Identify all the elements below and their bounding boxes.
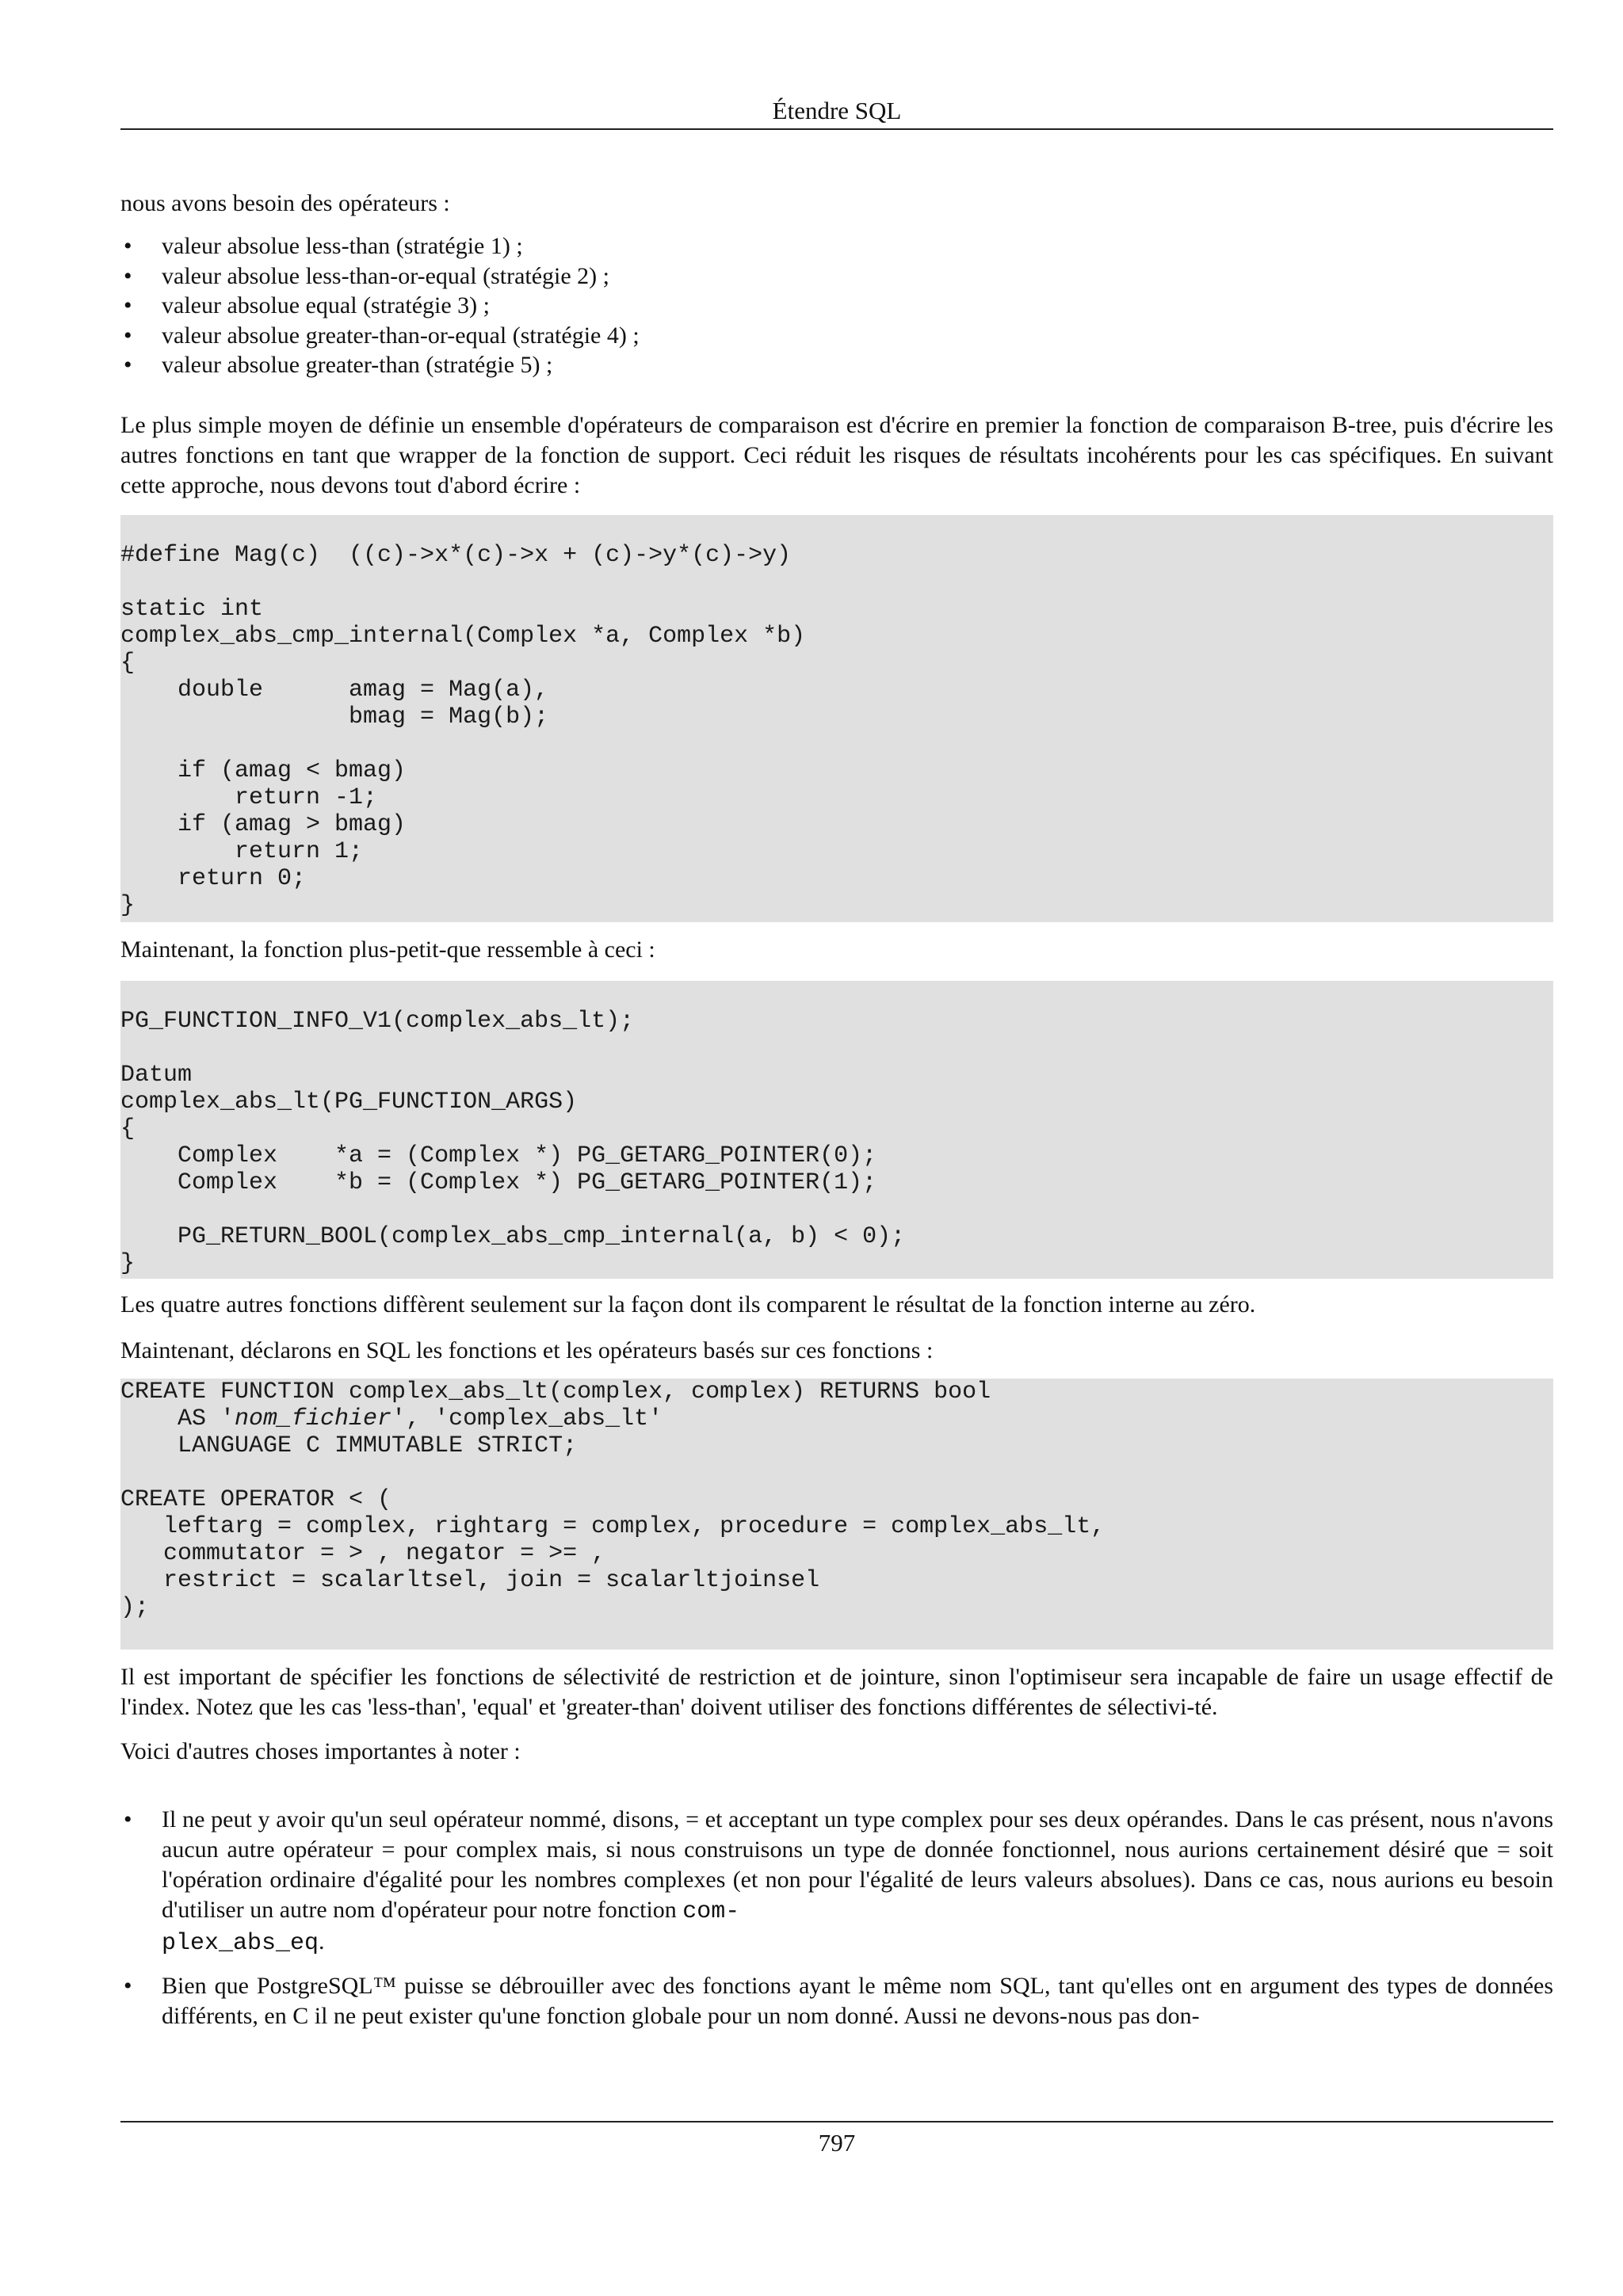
bullet-icon: • (124, 1806, 132, 1833)
note-item (120, 1971, 1553, 2031)
list-item (120, 291, 1553, 321)
list-item (120, 350, 1553, 380)
notes-list (120, 1805, 1553, 2031)
selectivity-paragraph: Il est important de spécifier les fonctions de sélectivité de restriction et de jointure, sinon l'optimiseur sera incapable de faire un usage effectif de l'index. Notez que les cas 'less-than', 'equal' et 'greater-than' doivent utiliser des fonctions différentes de sélectivi-té. (120, 1663, 1553, 1720)
filename-placeholder: nom_fichier (235, 1405, 392, 1432)
list-item-text: valeur absolue less-than-or-equal (stratégie 2) ; (162, 262, 610, 289)
document-page (120, 0, 1553, 2296)
code-block-compare: #define Mag(c) ((c)->x*(c)->x + (c)->y*(c)->y) static int complex_abs_cmp_internal(Complex *a, Complex *b) { double amag = Mag(a), bmag = Mag(b); if (amag < bmag) return -1; if (amag > bmag) return 1; return 0; } (120, 515, 1553, 922)
list-item (120, 231, 1553, 261)
approach-paragraph: Le plus simple moyen de définie un ensemble d'opérateurs de comparaison est d'écrire en premier la fonction de comparaison B-tree, puis d'écrire les autres fonctions en tant que wrapper de la fonction de support. Ceci réduit les risques de résultats incohérents pour les cas spécifiques. En suivant cette approche, nous devons tout d'abord écrire : (120, 411, 1553, 498)
lt-intro-paragraph: Maintenant, la fonction plus-petit-que ressemble à ceci : (120, 936, 655, 963)
code-block-lt-function: PG_FUNCTION_INFO_V1(complex_abs_lt); Datum complex_abs_lt(PG_FUNCTION_ARGS) { Complex *a = (Complex *) PG_GETARG_POINTER(0); Complex *b = (Complex *) PG_GETARG_POINTER(1); PG_RETURN_BOOL(complex_abs_cmp_internal(a, b) < 0); } (120, 981, 1553, 1279)
intro-paragraph: nous avons besoin des opérateurs : (120, 190, 450, 216)
declare-paragraph: Maintenant, déclarons en SQL les fonctions et les opérateurs basés sur ces fonctions : (120, 1337, 934, 1363)
running-header: Étendre SQL (120, 93, 1553, 130)
page-content (120, 189, 1553, 2031)
list-item (120, 261, 1553, 292)
notes-intro-paragraph: Voici d'autres choses importantes à noter : (120, 1737, 521, 1764)
page-footer (120, 2121, 1553, 2161)
sql-line: AS ' (120, 1405, 235, 1432)
note-item (120, 1805, 1553, 1958)
other-functions-paragraph: Les quatre autres fonctions diffèrent seulement sur la façon dont ils comparent le résultat de la fonction interne au zéro. (120, 1291, 1256, 1318)
inline-code: plex_abs_eq (162, 1929, 319, 1957)
code-block-sql (120, 1379, 1553, 1650)
list-item (120, 321, 1553, 351)
bullet-icon: • (124, 233, 132, 259)
note-text: Il ne peut y avoir qu'un seul opérateur nommé, disons, = et acceptant un type complex pour ses deux opérandes. Dans le cas présent, nous n'avons aucun autre opérateur = pour complex mais, si nous construisons un type de donnée fonctionnel, nous aurions certainement désiré que = soit l'opération ordinaire d'égalité pour les nombres complexes (et non pour l'égalité de leurs valeurs absolues). Dans ce cas, nous aurions eu besoin d'utiliser un autre nom d'opérateur pour notre fonction (162, 1806, 1553, 1923)
strategy-list (120, 231, 1553, 380)
list-item-text: valeur absolue greater-than (stratégie 5) ; (162, 352, 553, 378)
page-number: 797 (818, 2129, 856, 2157)
sql-line: ', 'complex_abs_lt' (391, 1405, 663, 1432)
bullet-icon: • (124, 1972, 132, 1999)
note-text: . (319, 1928, 325, 1955)
sql-lines: LANGUAGE C IMMUTABLE STRICT; CREATE OPERATOR < ( leftarg = complex, rightarg = complex, procedure = complex_abs_lt, commutator = > , negator = >= , restrict = scalarltsel, join = scalarltjoinsel ); (120, 1432, 1106, 1621)
list-item-text: valeur absolue less-than (stratégie 1) ; (162, 233, 523, 259)
bullet-icon: • (124, 352, 132, 378)
sql-line: CREATE FUNCTION complex_abs_lt(complex, complex) RETURNS bool (120, 1378, 991, 1405)
bullet-icon: • (124, 322, 132, 349)
bullet-icon: • (124, 262, 132, 289)
note-text: Bien que PostgreSQL™ puisse se débrouiller avec des fonctions ayant le même nom SQL, tant qu'elles ont en argument des types de données différents, en C il ne peut exister qu'une fonction globale pour un nom donné. Aussi ne devons-nous pas don- (162, 1972, 1553, 2029)
list-item-text: valeur absolue equal (stratégie 3) ; (162, 292, 490, 318)
bullet-icon: • (124, 292, 132, 318)
list-item-text: valeur absolue greater-than-or-equal (stratégie 4) ; (162, 322, 640, 349)
inline-code: com- (682, 1897, 740, 1925)
